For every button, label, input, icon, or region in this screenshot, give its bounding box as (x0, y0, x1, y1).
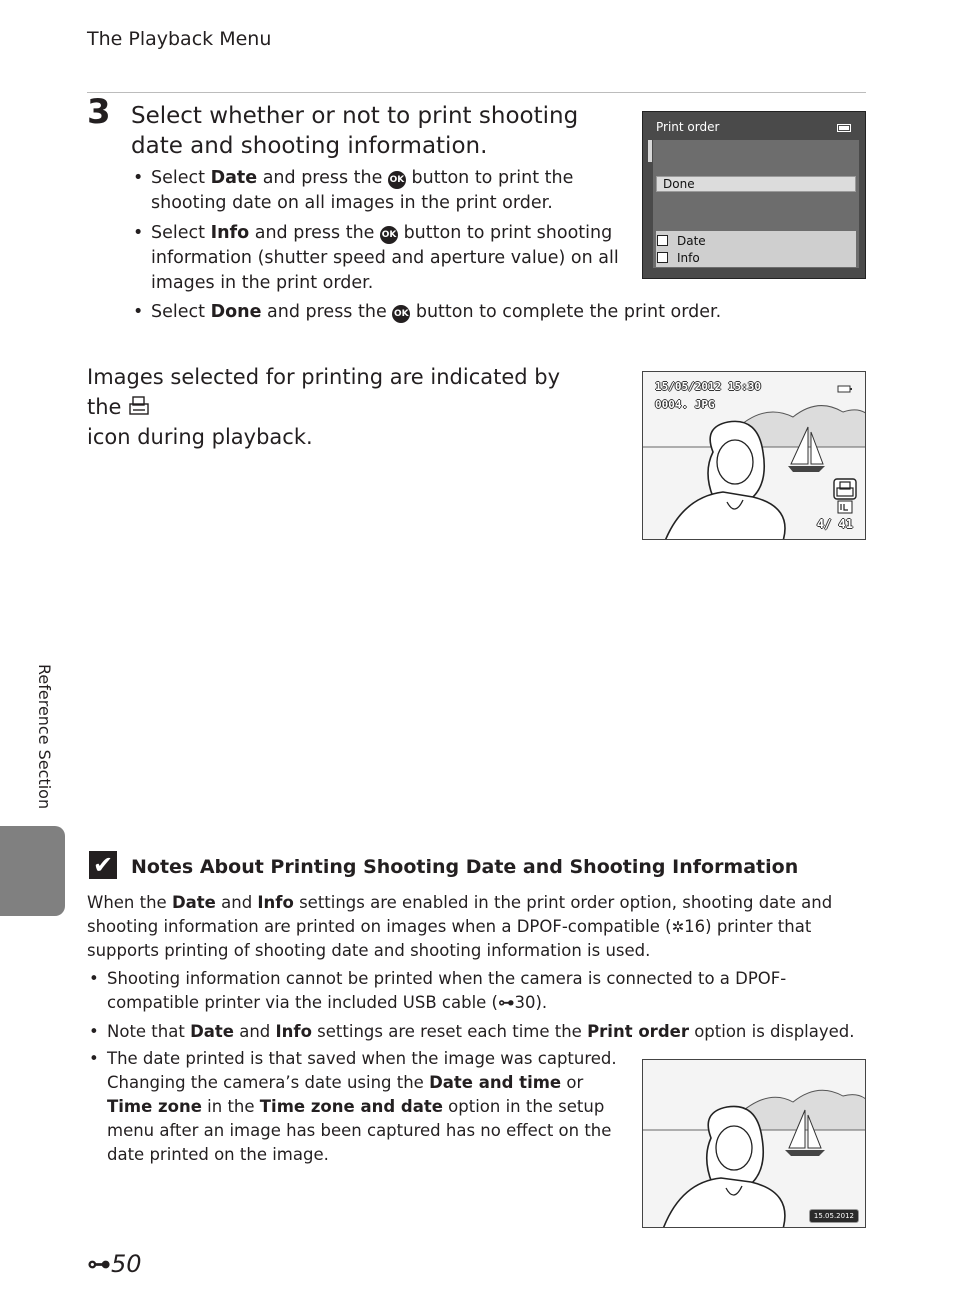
ok-button-icon: OK (392, 305, 410, 323)
running-header: The Playback Menu (87, 28, 272, 50)
list-item: • Select Date and press the OK button to print the shooting date on all images in the print order. (133, 168, 574, 213)
image-size-icon (837, 500, 853, 514)
step-number: 3 (87, 92, 111, 132)
list-item: • Shooting information cannot be printed when the camera is connected to a DPOF-compatible printer via the included USB cable (⊶30). (87, 967, 867, 1015)
date-option[interactable]: Date (657, 234, 706, 248)
list-item: • Note that Date and Info settings are reset each time the Print order option is displayed. (87, 1020, 867, 1044)
battery-icon (837, 384, 853, 394)
date-stamp: 15.05.2012 (809, 1209, 859, 1223)
print-icon-paragraph: Images selected for printing are indicated by the icon during playback. (87, 365, 561, 449)
print-icon (128, 395, 150, 417)
screen-title: Print order (656, 120, 720, 134)
setup-icon: ✲ (671, 918, 685, 936)
print-order-screen (642, 111, 866, 279)
section-tab (0, 826, 65, 916)
list-item: • The date printed is that saved when the image was captured. Changing the camera’s date using the Date and time or Time zone in the Time zone and date option in the setup menu after an image has been captured has no effect on the date printed on the image. (89, 1049, 617, 1164)
info-option[interactable]: Info (657, 251, 700, 265)
list-item: • Select Done and press the OK button to complete the print order. (131, 300, 871, 325)
step-bullet-list (131, 166, 621, 301)
photo-image (643, 1060, 866, 1228)
check-note-icon: ✔ (89, 851, 117, 879)
page-number: ⊶50 (87, 1250, 142, 1278)
battery-icon (837, 124, 851, 132)
bullet-dot: • (89, 969, 99, 988)
filename-readout: 0004. JPG (655, 398, 715, 411)
scroll-indicator (648, 140, 652, 162)
reference-section-icon: ⊶ (498, 993, 515, 1012)
checkbox-icon (657, 252, 668, 263)
list-item: • Select Info and press the OK button to print shooting information (shutter speed and aperture value) on all images in the print order. (133, 223, 619, 293)
print-icon (833, 478, 857, 500)
note-bullet-list-date (87, 1047, 617, 1167)
bullet-dot: • (133, 302, 144, 322)
note-bullet-list (87, 967, 867, 1049)
note-body: When the Date and Info settings are enabled in the print order option, shooting date and shooting information are printed on images when a DPOF-compatible (✲16) printer that supports printing of shooting date and shooting information is used. (87, 893, 833, 960)
step-bullet-list-done (131, 300, 871, 325)
reference-section-icon: ⊶ (87, 1250, 111, 1278)
header-divider (87, 92, 866, 93)
checkbox-icon (657, 235, 668, 246)
step-heading: Select whether or not to print shooting date and shooting information. (131, 103, 579, 159)
bullet-dot: • (89, 1022, 99, 1041)
datetime-readout: 15/05/2012 15:30 (655, 380, 761, 393)
ok-button-icon: OK (380, 226, 398, 244)
bullet-dot: • (89, 1049, 99, 1068)
bullet-dot: • (133, 223, 144, 243)
printed-image-screen (642, 1059, 866, 1228)
frame-counter: 4/ 41 (816, 517, 853, 531)
note-title: Notes About Printing Shooting Date and Shooting Information (131, 856, 799, 878)
bullet-dot: • (133, 168, 144, 188)
ok-button-icon: OK (388, 171, 406, 189)
side-section-label: Reference Section (35, 664, 54, 810)
done-menu-item[interactable]: Done (656, 176, 856, 192)
playback-screen (642, 371, 866, 540)
